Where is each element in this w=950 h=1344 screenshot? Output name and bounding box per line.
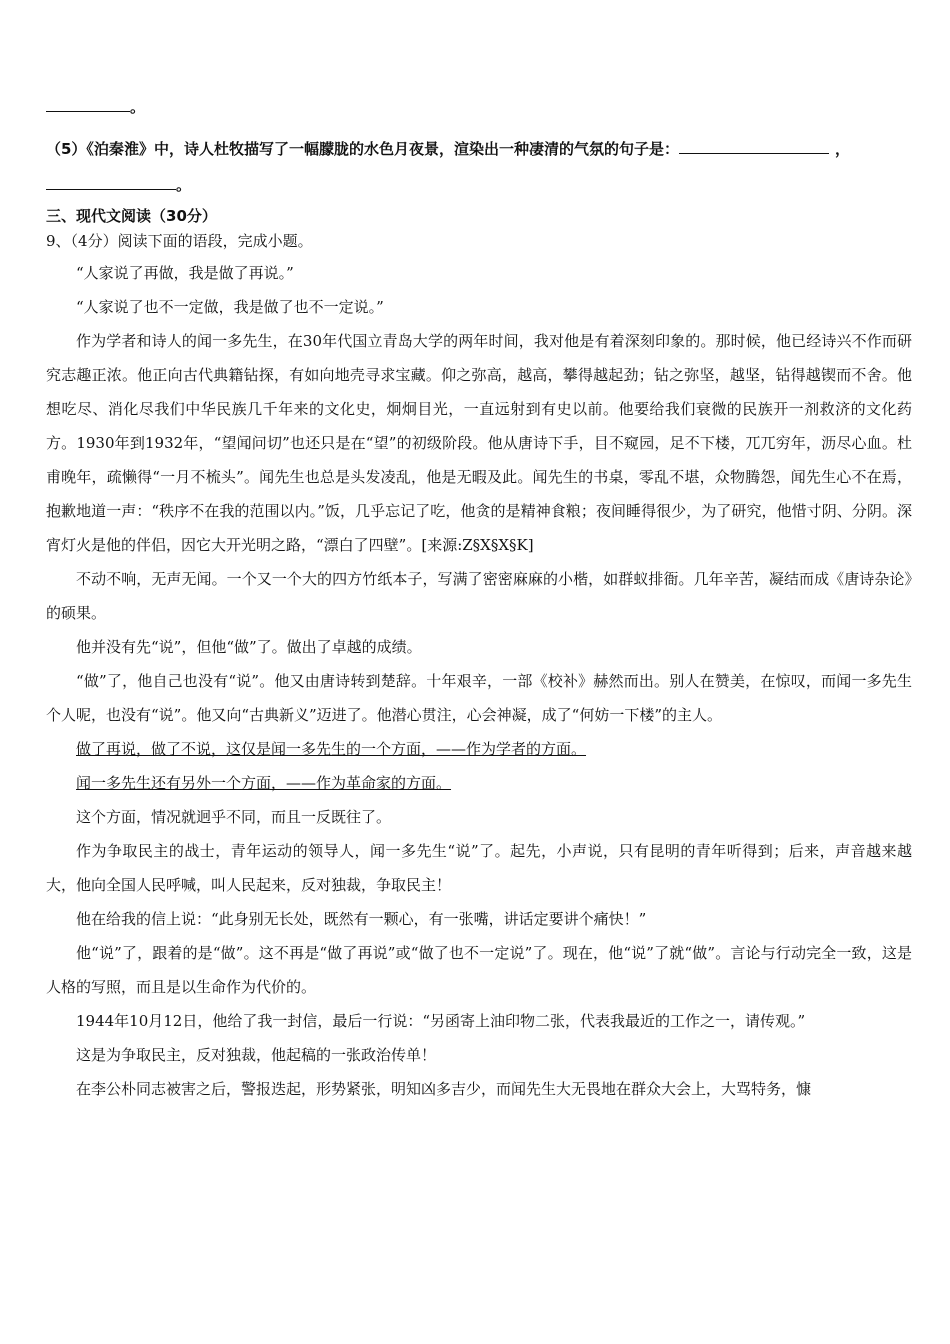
passage-paragraph: 作为争取民主的战士，青年运动的领导人，闻一多先生“说”了。起先，小声说，只有昆明的青年听得到；后来，声音越来越大，他向全国人民呼喊，叫人民起来，反对独裁，争取民主！ [46,842,912,894]
passage-paragraph: “做”了，他自己也没有“说”。他又由唐诗转到楚辞。十年艰辛，一部《校补》赫然而出。别人在赞美，在惊叹，而闻一多先生个人呢，也没有“说”。他又向“古典新义”迈进了。他潜心贯注，心会神凝，成了“何妨一下楼”的主人。 [46,672,912,724]
passage-paragraph: 这是为争取民主，反对独裁，他起稿的一张政治传单！ [76,1046,437,1064]
question-9-prompt: 9、（4分）阅读下面的语段，完成小题。 [46,232,313,250]
answer-blank[interactable] [46,99,130,112]
passage-paragraph: 这个方面，情况就迥乎不同，而且一反既往了。 [76,808,392,826]
passage-paragraph: 他在给我的信上说：“此身别无长处，既然有一颗心，有一张嘴，讲话定要讲个痛快！” [76,910,647,928]
question-5-continued [46,174,912,196]
question-5 [46,138,912,160]
question-5-text: （5）《泊秦淮》中，诗人杜牧描写了一幅朦胧的水色月夜景，渲染出一种凄清的气氛的句子是： [46,140,679,158]
answer-blank[interactable] [46,177,176,190]
passage-paragraph: 在李公朴同志被害之后，警报迭起，形势紧张，明知凶多吉少，而闻先生大无畏地在群众大会上，大骂特务，慷 [76,1080,812,1098]
underlined-sentence: 闻一多先生还有另外一个方面，——作为革命家的方面。 [76,774,452,792]
passage-paragraph: 他并没有先“说”，但他“做”了。做出了卓越的成绩。 [76,638,422,656]
passage-paragraph: “人家说了再做，我是做了再说。” [76,264,294,282]
document-page [46,96,912,1106]
period: 。 [130,98,146,116]
passage-paragraph: 1944年10月12日，他给了我一封信，最后一行说：“另函寄上油印物二张，代表我最近的工作之一，请传观。” [76,1012,806,1030]
passage-paragraph: 作为学者和诗人的闻一多先生，在30年代国立青岛大学的两年时间，我对他是有着深刻印象的。那时候，他已经诗兴不作而研究志趣正浓。他正向古代典籍钻探，有如向地壳寻求宝藏。仰之弥高，越高，攀得越起劲；钻之弥坚，越坚，钻得越锲而不舍。他想吃尽、消化尽我们中华民族几千年来的文化史，炯炯目光，一直远射到有史以前。他要给我们衰微的民族开一剂救济的文化药方。1930年到1932年，“望闻问切”也还只是在“望”的初级阶段。他从唐诗下手，目不窥园，足不下楼，兀兀穷年，沥尽心血。杜甫晚年，疏懒得“一月不梳头”。闻先生也总是头发凌乱，他是无暇及此。闻先生的书桌，零乱不堪，众物腾怨，闻先生心不在焉，抱歉地道一声：“秩序不在我的范围以内。”饭，几乎忘记了吃，他贪的是精神食粮；夜间睡得很少，为了研究，他惜寸阴、分阴。深宵灯火是他的伴侣，因它大开光明之路，“漂白了四壁”。[来源:Z§X§X§K] [46,332,912,554]
underlined-sentence: 做了再说，做了不说，这仅是闻一多先生的一个方面，——作为学者的方面。 [76,740,587,758]
section-title: 三、现代文阅读（30分） [46,207,217,225]
passage-paragraph: 他“说”了，跟着的是“做”。这不再是“做了再说”或“做了也不一定说”了。现在，他“说”了就“做”。言论与行动完全一致，这是人格的写照，而且是以生命作为代价的。 [46,944,912,996]
comma: ， [834,140,850,158]
reading-passage [46,256,912,1106]
answer-blank[interactable] [679,141,829,154]
prev-answer-line-end [46,96,912,118]
passage-paragraph: 不动不响，无声无闻。一个又一个大的四方竹纸本子，写满了密密麻麻的小楷，如群蚁排衙。几年辛苦，凝结而成《唐诗杂论》的硕果。 [46,570,912,622]
period: 。 [176,176,192,194]
passage-paragraph: “人家说了也不一定做，我是做了也不一定说。” [76,298,384,316]
